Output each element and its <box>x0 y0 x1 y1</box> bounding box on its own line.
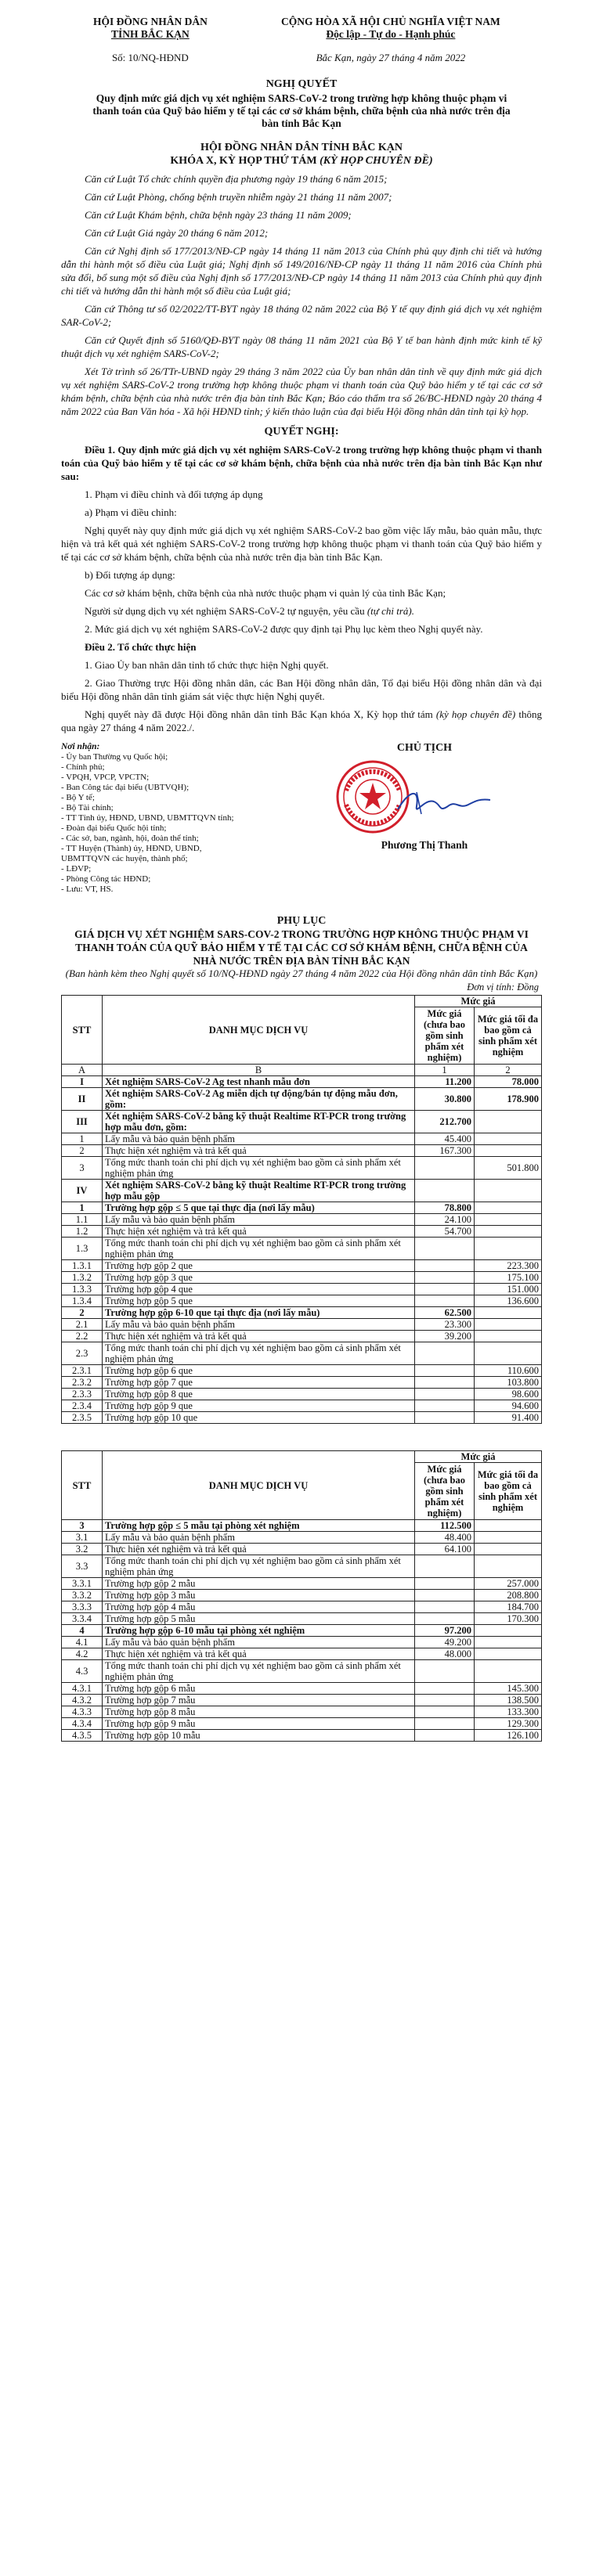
article-2-title: Điều 2. Tổ chức thực hiện <box>85 641 197 653</box>
subjects-text-note: (tự chi trả). <box>366 605 414 617</box>
cell-item: Trường hợp gộp 9 mẫu <box>103 1718 415 1730</box>
doc-number: Số: 10/NQ-HĐND <box>111 52 189 63</box>
council-session-note: (KỲ HỌP CHUYÊN ĐỀ) <box>320 155 433 167</box>
col-header-price-excl: Mức giá (chưa bao gồm sinh phẩm xét nghiệm) <box>415 1007 475 1065</box>
appendix-note: (Ban hành kèm theo Nghị quyết số 10/NQ-HĐND ngày 27 tháng 4 năm 2022 của Hội đồng nhân dân tỉnh Bắc Kạn) <box>65 967 538 979</box>
col-header-stt-2: STT <box>62 1451 103 1520</box>
table-row <box>62 1111 542 1133</box>
basis-item: Căn cứ Nghị định số 177/2013/NĐ-CP ngày 14 tháng 11 năm 2013 của Chính phủ quy định chi tiết và hướng dẫn thi hành một số điều của Luật giá; Nghị định số 149/2016/NĐ-CP ngày 11 tháng 11 năm 2016 của Chính phủ sửa đổi, bổ sung một số điều của Nghị định số 177/2013/NĐ-CP ngày 14 tháng 11 năm 2013 của Chính phủ quy định chi tiết và hướng dẫn thi hành một số điều của Luật giá; <box>61 245 542 297</box>
article-2-item-2: 2. Giao Thường trực Hội đồng nhân dân, các Ban Hội đồng nhân dân, Tổ đại biểu Hội đồng nhân dân và đại biểu Hội đồng nhân dân tỉnh giám sát việc thực hiện Nghị quyết. <box>61 677 542 702</box>
cell-item: Lấy mẫu và bảo quản bệnh phẩm <box>103 1214 415 1226</box>
signature-block <box>61 742 542 895</box>
resolve-heading: QUYẾT NGHỊ: <box>264 426 339 438</box>
cell-price-max <box>475 1214 542 1226</box>
cell-price-max <box>475 1111 542 1133</box>
recipient-item: - Phòng Công tác HĐND; <box>61 874 151 884</box>
cell-price-excl: 64.100 <box>415 1544 475 1555</box>
signer <box>307 742 542 895</box>
basis-item: Căn cứ Luật Khám bệnh, chữa bệnh ngày 23 tháng 11 năm 2009; <box>85 209 352 221</box>
issuing-authority <box>61 16 240 41</box>
national-motto: Độc lập - Tự do - Hạnh phúc <box>326 28 456 40</box>
cell-price-max: 103.800 <box>475 1377 542 1389</box>
table-row <box>62 1660 542 1683</box>
price-table-2 <box>61 1450 542 1742</box>
cell-stt: IV <box>62 1180 103 1202</box>
cell-stt: 3.1 <box>62 1532 103 1544</box>
cell-item: Trường hợp gộp 10 mẫu <box>103 1730 415 1742</box>
cell-item: Trường hợp gộp 7 que <box>103 1377 415 1389</box>
cell-price-max: 138.500 <box>475 1695 542 1706</box>
cell-item: Trường hợp gộp 2 mẫu <box>103 1578 415 1590</box>
cell-price-excl <box>415 1613 475 1625</box>
table-row <box>62 1133 542 1145</box>
cell-stt: 3.3.3 <box>62 1601 103 1613</box>
cell-price-excl <box>415 1180 475 1202</box>
cell-price-excl: 78.800 <box>415 1202 475 1214</box>
cell-price-excl <box>415 1718 475 1730</box>
recipient-item: - Chính phủ; <box>61 762 105 772</box>
cell-price-max <box>475 1637 542 1648</box>
col-header-price: Mức giá <box>415 996 542 1007</box>
cell-item: Xét nghiệm SARS-CoV-2 Ag miễn dịch tự động/bán tự động mẫu đơn, gồm: <box>103 1088 415 1111</box>
council-line-1: HỘI ĐỒNG NHÂN DÂN TỈNH BẮC KẠN <box>200 142 403 153</box>
cell-price-excl <box>415 1365 475 1377</box>
cell-price-max: 98.600 <box>475 1389 542 1400</box>
recipients <box>61 742 280 895</box>
article-1-subjects-heading: b) Đối tượng áp dụng: <box>85 569 175 581</box>
cell-stt: 4.3.5 <box>62 1730 103 1742</box>
cell-stt: 1.3.4 <box>62 1295 103 1307</box>
cell-price-max <box>475 1648 542 1660</box>
table-row <box>62 1590 542 1601</box>
cell-price-excl <box>415 1272 475 1284</box>
table-row <box>62 1365 542 1377</box>
cell-price-excl <box>415 1730 475 1742</box>
table-row <box>62 1202 542 1214</box>
table-row <box>62 1157 542 1180</box>
cell-stt: 3.3.2 <box>62 1590 103 1601</box>
col-header-item-2: DANH MỤC DỊCH VỤ <box>103 1451 415 1520</box>
cell-item: Thực hiện xét nghiệm và trả kết quả <box>103 1145 415 1157</box>
cell-price-excl <box>415 1238 475 1260</box>
col-header-price-max-2: Mức giá tối đa bao gồm cả sinh phẩm xét nghiệm <box>475 1463 542 1520</box>
recipients-list <box>61 752 280 895</box>
cell-stt: 1.3.1 <box>62 1260 103 1272</box>
cell-stt: 3.3.4 <box>62 1613 103 1625</box>
cell-item: Trường hợp gộp 6 que <box>103 1365 415 1377</box>
cell-stt: 4.3.1 <box>62 1683 103 1695</box>
cell-item: Xét nghiệm SARS-CoV-2 bằng kỹ thuật Realtime RT-PCR trong trường hợp mẫu gộp <box>103 1180 415 1202</box>
cell-price-excl: 24.100 <box>415 1214 475 1226</box>
cell-price-excl <box>415 1342 475 1365</box>
appendix-subtitle: GIÁ DỊCH VỤ XÉT NGHIỆM SARS-COV-2 TRONG TRƯỜNG HỢP KHÔNG THUỘC PHẠM VI THANH TOÁN CỦA QUỸ BẢO HIỂM Y TẾ TẠI CÁC CƠ SỞ KHÁM BỆNH, CHỮA BỆNH CỦA NHÀ NƯỚC TRÊN ĐỊA BÀN TỈNH BẮC KẠN <box>74 928 529 967</box>
cell-item: Trường hợp gộp ≤ 5 mẫu tại phòng xét nghiệm <box>103 1520 415 1532</box>
cell-stt: 1 <box>62 1202 103 1214</box>
cell-stt: 1.1 <box>62 1214 103 1226</box>
cell-item: Trường hợp gộp 3 mẫu <box>103 1590 415 1601</box>
cell-stt: 2.1 <box>62 1319 103 1331</box>
cell-price-max: 126.100 <box>475 1730 542 1742</box>
key-b: B <box>103 1065 415 1076</box>
place-date: Bắc Kạn, ngày 27 tháng 4 năm 2022 <box>316 52 466 63</box>
col-header-item: DANH MỤC DỊCH VỤ <box>103 996 415 1065</box>
cell-stt: 4.2 <box>62 1648 103 1660</box>
cell-price-max: 136.600 <box>475 1295 542 1307</box>
table-row <box>62 1613 542 1625</box>
table-row <box>62 1307 542 1319</box>
cell-stt: 2.3.4 <box>62 1400 103 1412</box>
cell-price-excl: 54.700 <box>415 1226 475 1238</box>
cell-item: Trường hợp gộp 4 que <box>103 1284 415 1295</box>
closing-statement <box>61 708 542 734</box>
basis-item: Xét Tờ trình số 26/TTr-UBND ngày 29 tháng 3 năm 2022 của Ủy ban nhân dân tỉnh về quy định mức giá dịch vụ xét nghiệm SARS-CoV-2 trong trường hợp không thuộc phạm vi thanh toán của Quỹ bảo hiểm y tế tại các cơ sở khám bệnh, chữa bệnh của nhà nước trên địa bàn tỉnh Bắc Kạn; Báo cáo thẩm tra số 26/BC-HĐND ngày 20 tháng 4 năm 2022 của Ban Văn hóa - Xã hội HĐND tỉnh; ý kiến thảo luận của đại biểu Hội đồng nhân dân tỉnh tại kỳ họp. <box>61 366 542 417</box>
cell-price-max: 151.000 <box>475 1284 542 1295</box>
cell-stt: 2.2 <box>62 1331 103 1342</box>
org-line-2: TỈNH BẮC KẠN <box>111 28 190 40</box>
article-1-title: Điều 1. Quy định mức giá dịch vụ xét nghiệm SARS-CoV-2 trong trường hợp không thuộc phạm vi thanh toán của Quỹ bảo hiểm y tế tại các cơ sở khám bệnh, chữa bệnh của nhà nước trên địa bàn tỉnh Bắc Kạn như sau: <box>61 444 542 482</box>
cell-price-max <box>475 1307 542 1319</box>
cell-item: Thực hiện xét nghiệm và trả kết quả <box>103 1544 415 1555</box>
cell-price-excl: 23.300 <box>415 1319 475 1331</box>
table-row <box>62 1555 542 1578</box>
cell-stt: III <box>62 1111 103 1133</box>
table-row <box>62 1544 542 1555</box>
col-header-stt: STT <box>62 996 103 1065</box>
cell-price-excl <box>415 1412 475 1424</box>
cell-price-max: 257.000 <box>475 1578 542 1590</box>
cell-price-max: 175.100 <box>475 1272 542 1284</box>
cell-item: Trường hợp gộp 3 que <box>103 1272 415 1284</box>
cell-price-max <box>475 1226 542 1238</box>
table-row <box>62 1319 542 1331</box>
table-row <box>62 1331 542 1342</box>
table-row <box>62 1695 542 1706</box>
cell-item: Xét nghiệm SARS-CoV-2 bằng kỹ thuật Realtime RT-PCR trong trường hợp mẫu đơn, gồm: <box>103 1111 415 1133</box>
recipient-item: - Ban Công tác đại biểu (UBTVQH); <box>61 783 190 792</box>
article-1-subjects-text-1: Các cơ sở khám bệnh, chữa bệnh của nhà nước thuộc phạm vi quản lý của tỉnh Bắc Kạn; <box>85 587 446 599</box>
table-row <box>62 1260 542 1272</box>
appendix-title: PHỤ LỤC <box>276 915 327 927</box>
cell-stt: 4.3.3 <box>62 1706 103 1718</box>
table-row <box>62 1730 542 1742</box>
table-row <box>62 1180 542 1202</box>
handwritten-signature-icon <box>393 783 495 822</box>
document-header <box>61 16 542 41</box>
col-header-price-excl-2: Mức giá (chưa bao gồm sinh phẩm xét nghiệm) <box>415 1463 475 1520</box>
cell-stt: 3.3 <box>62 1555 103 1578</box>
cell-item: Trường hợp gộp 9 que <box>103 1400 415 1412</box>
resolution-body <box>61 443 542 734</box>
cell-price-excl <box>415 1377 475 1389</box>
table-row <box>62 1706 542 1718</box>
cell-price-excl <box>415 1400 475 1412</box>
cell-price-excl <box>415 1695 475 1706</box>
cell-stt: 2.3.3 <box>62 1389 103 1400</box>
subjects-text: Người sử dụng dịch vụ xét nghiệm SARS-CoV-2 tự nguyện, yêu cầu <box>85 605 365 617</box>
cell-item: Trường hợp gộp 7 mẫu <box>103 1695 415 1706</box>
cell-stt: II <box>62 1088 103 1111</box>
cell-price-excl: 62.500 <box>415 1307 475 1319</box>
seal-signature-area <box>307 755 542 833</box>
cell-price-max: 129.300 <box>475 1718 542 1730</box>
cell-price-max <box>475 1319 542 1331</box>
cell-item: Trường hợp gộp 5 que <box>103 1295 415 1307</box>
cell-stt: 2.3.1 <box>62 1365 103 1377</box>
cell-price-max <box>475 1532 542 1544</box>
cell-item: Thực hiện xét nghiệm và trả kết quả <box>103 1226 415 1238</box>
cell-stt: 2 <box>62 1307 103 1319</box>
table-row <box>62 1377 542 1389</box>
cell-stt: 1 <box>62 1133 103 1145</box>
signer-name: Phương Thị Thanh <box>381 839 468 851</box>
cell-price-excl <box>415 1157 475 1180</box>
cell-stt: 1.3.2 <box>62 1272 103 1284</box>
cell-item: Thực hiện xét nghiệm và trả kết quả <box>103 1331 415 1342</box>
cell-price-max: 133.300 <box>475 1706 542 1718</box>
cell-item: Lấy mẫu và bảo quản bệnh phẩm <box>103 1637 415 1648</box>
legal-basis <box>61 172 542 418</box>
org-line-1: HỘI ĐỒNG NHÂN DÂN <box>92 16 208 27</box>
cell-price-excl <box>415 1706 475 1718</box>
cell-price-excl: 39.200 <box>415 1331 475 1342</box>
cell-price-excl <box>415 1601 475 1613</box>
cell-stt: 2 <box>62 1145 103 1157</box>
cell-price-max: 170.300 <box>475 1613 542 1625</box>
table-row <box>62 1718 542 1730</box>
col-header-price-max: Mức giá tối đa bao gồm cả sinh phẩm xét nghiệm <box>475 1007 542 1065</box>
cell-price-excl: 11.200 <box>415 1076 475 1088</box>
unit-label: Đơn vị tính: Đồng <box>467 982 539 993</box>
cell-stt: 2.3 <box>62 1342 103 1365</box>
cell-stt: 3.2 <box>62 1544 103 1555</box>
recipient-item: - Lưu: VT, HS. <box>61 884 114 894</box>
recipient-item: - LĐVP; <box>61 864 92 874</box>
table-row <box>62 1226 542 1238</box>
cell-price-max <box>475 1520 542 1532</box>
cell-price-excl <box>415 1284 475 1295</box>
cell-stt: 3 <box>62 1157 103 1180</box>
cell-item: Trường hợp gộp 6-10 que tại thực địa (nơi lấy mẫu) <box>103 1307 415 1319</box>
council-session: KHÓA X, KỲ HỌP THỨ TÁM <box>170 155 317 167</box>
cell-price-excl: 97.200 <box>415 1625 475 1637</box>
cell-price-excl: 167.300 <box>415 1145 475 1157</box>
cell-item: Xét nghiệm SARS-CoV-2 Ag test nhanh mẫu đơn <box>103 1076 415 1088</box>
cell-stt: 2.3.2 <box>62 1377 103 1389</box>
nation-name: CỘNG HÒA XÃ HỘI CHỦ NGHĨA VIỆT NAM <box>281 16 500 27</box>
table-row <box>62 1578 542 1590</box>
table-row <box>62 1214 542 1226</box>
basis-item: Căn cứ Luật Tổ chức chính quyền địa phương ngày 19 tháng 6 năm 2015; <box>85 173 388 185</box>
cell-price-max: 223.300 <box>475 1260 542 1272</box>
cell-price-excl <box>415 1555 475 1578</box>
cell-stt: 2.3.5 <box>62 1412 103 1424</box>
cell-item: Lấy mẫu và bảo quản bệnh phẩm <box>103 1319 415 1331</box>
cell-price-excl <box>415 1578 475 1590</box>
cell-item: Tổng mức thanh toán chi phí dịch vụ xét nghiệm bao gồm cả sinh phẩm xét nghiệm phản ứng <box>103 1555 415 1578</box>
cell-price-max <box>475 1660 542 1683</box>
cell-stt: 1.3 <box>62 1238 103 1260</box>
cell-item: Tổng mức thanh toán chi phí dịch vụ xét nghiệm bao gồm cả sinh phẩm xét nghiệm phản ứng <box>103 1238 415 1260</box>
table-row <box>62 1601 542 1613</box>
recipient-item: - Bộ Tài chính; <box>61 803 114 812</box>
cell-item: Thực hiện xét nghiệm và trả kết quả <box>103 1648 415 1660</box>
table-row <box>62 1520 542 1532</box>
cell-price-excl: 212.700 <box>415 1111 475 1133</box>
cell-item: Trường hợp gộp 6 mẫu <box>103 1683 415 1695</box>
cell-price-max: 91.400 <box>475 1412 542 1424</box>
cell-item: Trường hợp gộp 2 que <box>103 1260 415 1272</box>
table-row <box>62 1389 542 1400</box>
cell-price-max <box>475 1544 542 1555</box>
table-row <box>62 1238 542 1260</box>
key-2: 2 <box>475 1065 542 1076</box>
cell-price-excl: 30.800 <box>415 1088 475 1111</box>
recipient-item: - Các sở, ban, ngành, hội, đoàn thể tỉnh; <box>61 834 199 843</box>
basis-item: Căn cứ Thông tư số 02/2022/TT-BYT ngày 18 tháng 02 năm 2022 của Bộ Y tế quy định giá dịch vụ xét nghiệm SAR-CoV-2; <box>61 303 542 328</box>
article-1-scope-heading: a) Phạm vi điều chỉnh: <box>85 506 177 518</box>
cell-item: Trường hợp gộp 10 que <box>103 1412 415 1424</box>
recipient-item: - Ủy ban Thường vụ Quốc hội; <box>61 752 168 762</box>
cell-price-max <box>475 1331 542 1342</box>
recipient-item: - TT Tỉnh ủy, HĐND, UBND, UBMTTQVN tỉnh; <box>61 813 234 823</box>
cell-stt: 1.3.3 <box>62 1284 103 1295</box>
recipient-item: - VPQH, VPCP, VPCTN; <box>61 773 150 782</box>
cell-item: Tổng mức thanh toán chi phí dịch vụ xét nghiệm bao gồm cả sinh phẩm xét nghiệm phản ứng <box>103 1342 415 1365</box>
cell-price-max <box>475 1145 542 1157</box>
basis-item: Căn cứ Luật Giá ngày 20 tháng 6 năm 2012; <box>85 227 269 239</box>
key-a: A <box>62 1065 103 1076</box>
cell-price-max: 208.800 <box>475 1590 542 1601</box>
table-row <box>62 1076 542 1088</box>
cell-price-max <box>475 1625 542 1637</box>
cell-price-max: 94.600 <box>475 1400 542 1412</box>
table-row <box>62 1400 542 1412</box>
basis-item: Căn cứ Luật Phòng, chống bệnh truyền nhiễm ngày 21 tháng 11 năm 2007; <box>85 191 392 203</box>
recipient-item: - Bộ Y tế; <box>61 793 95 802</box>
article-1-item-1: 1. Phạm vi điều chỉnh và đối tượng áp dụng <box>85 488 263 500</box>
cell-item: Tổng mức thanh toán chi phí dịch vụ xét nghiệm bao gồm cả sinh phẩm xét nghiệm phản ứng <box>103 1660 415 1683</box>
cell-price-max <box>475 1202 542 1214</box>
cell-item: Trường hợp gộp 5 mẫu <box>103 1613 415 1625</box>
cell-price-excl <box>415 1260 475 1272</box>
cell-price-max: 110.600 <box>475 1365 542 1377</box>
cell-stt: 4.1 <box>62 1637 103 1648</box>
cell-price-excl <box>415 1590 475 1601</box>
recipient-item: UBMTTQVN các huyện, thành phố; <box>61 854 188 863</box>
table-row <box>62 1088 542 1111</box>
doc-meta-row <box>61 52 542 64</box>
cell-price-excl: 48.400 <box>415 1532 475 1544</box>
cell-stt: 3 <box>62 1520 103 1532</box>
closing-text-2: thông qua ngày 27 tháng 4 năm 2022./. <box>61 708 543 733</box>
col-header-price-2: Mức giá <box>415 1451 542 1463</box>
document-title: NGHỊ QUYẾT <box>265 78 338 90</box>
cell-item: Tổng mức thanh toán chi phí dịch vụ xét nghiệm bao gồm cả sinh phẩm xét nghiệm phản ứng <box>103 1157 415 1180</box>
article-1-scope-text: Nghị quyết này quy định mức giá dịch vụ xét nghiệm SARS-CoV-2 bao gồm việc lấy mẫu, bảo quản mẫu, thực hiện và trả kết quả xét nghiệm SARS-CoV-2 trong trường hợp không thuộc phạm vi thanh toán của Quỹ bảo hiểm y tế tại các cơ sở khám bệnh, chữa bệnh của nhà nước trên địa bàn tỉnh Bắc Kạn. <box>61 524 542 563</box>
article-1-item-2: 2. Mức giá dịch vụ xét nghiệm SARS-CoV-2 được quy định tại Phụ lục kèm theo Nghị quyết này. <box>85 623 483 635</box>
cell-price-max: 145.300 <box>475 1683 542 1695</box>
cell-price-excl: 112.500 <box>415 1520 475 1532</box>
cell-stt: 4.3.2 <box>62 1695 103 1706</box>
document-subtitle: Quy định mức giá dịch vụ xét nghiệm SARS-CoV-2 trong trường hợp không thuộc phạm vi thanh toán của Quỹ bảo hiểm y tế tại các cơ sở khám bệnh, chữa bệnh của nhà nước trên địa bàn tỉnh Bắc Kạn <box>92 92 511 129</box>
cell-stt: 1.2 <box>62 1226 103 1238</box>
table-row <box>62 1272 542 1284</box>
table-row <box>62 1412 542 1424</box>
recipient-item: - TT Huyện (Thành) ủy, HĐND, UBND, <box>61 844 202 853</box>
cell-price-max: 184.700 <box>475 1601 542 1613</box>
cell-price-excl <box>415 1683 475 1695</box>
cell-price-excl <box>415 1389 475 1400</box>
cell-price-max: 501.800 <box>475 1157 542 1180</box>
table-row <box>62 1295 542 1307</box>
cell-price-max <box>475 1133 542 1145</box>
cell-item: Trường hợp gộp ≤ 5 que tại thực địa (nơi lấy mẫu) <box>103 1202 415 1214</box>
cell-price-excl: 49.200 <box>415 1637 475 1648</box>
table-row <box>62 1637 542 1648</box>
cell-stt: 4.3.4 <box>62 1718 103 1730</box>
national-heading <box>240 16 542 41</box>
article-2-item-1: 1. Giao Ủy ban nhân dân tỉnh tổ chức thực hiện Nghị quyết. <box>85 659 329 671</box>
table-row <box>62 1284 542 1295</box>
table-row <box>62 1648 542 1660</box>
cell-price-excl <box>415 1660 475 1683</box>
cell-item: Trường hợp gộp 8 que <box>103 1389 415 1400</box>
table-row <box>62 1532 542 1544</box>
cell-price-max: 78.000 <box>475 1076 542 1088</box>
recipients-title: Nơi nhận: <box>61 742 100 751</box>
cell-price-excl: 48.000 <box>415 1648 475 1660</box>
cell-stt: I <box>62 1076 103 1088</box>
cell-item: Lấy mẫu và bảo quản bệnh phẩm <box>103 1532 415 1544</box>
cell-stt: 3.3.1 <box>62 1578 103 1590</box>
cell-price-max <box>475 1555 542 1578</box>
cell-price-max: 178.900 <box>475 1088 542 1111</box>
cell-price-max <box>475 1180 542 1202</box>
table-row <box>62 1683 542 1695</box>
cell-item: Lấy mẫu và bảo quản bệnh phẩm <box>103 1133 415 1145</box>
council-heading <box>61 141 542 168</box>
key-1: 1 <box>415 1065 475 1076</box>
cell-stt: 4.3 <box>62 1660 103 1683</box>
recipient-item: - Đoàn đại biểu Quốc hội tỉnh; <box>61 823 167 833</box>
cell-price-max <box>475 1238 542 1260</box>
article-1-subjects-text-2 <box>61 604 542 618</box>
table-row <box>62 1342 542 1365</box>
closing-text-1: Nghị quyết này đã được Hội đồng nhân dân tỉnh Bắc Kạn khóa X, Kỳ họp thứ tám <box>85 708 433 720</box>
table-row <box>62 1625 542 1637</box>
cell-item: Trường hợp gộp 6-10 mẫu tại phòng xét nghiệm <box>103 1625 415 1637</box>
table-row <box>62 1145 542 1157</box>
cell-item: Trường hợp gộp 8 mẫu <box>103 1706 415 1718</box>
cell-price-excl <box>415 1295 475 1307</box>
price-table-1 <box>61 995 542 1424</box>
basis-item: Căn cứ Quyết định số 5160/QĐ-BYT ngày 08 tháng 11 năm 2021 của Bộ Y tế ban hành định mức kinh tế kỹ thuật dịch vụ xét nghiệm SARS-CoV-2; <box>61 334 542 359</box>
signer-role: CHỦ TỊCH <box>396 742 453 754</box>
cell-stt: 4 <box>62 1625 103 1637</box>
cell-price-max <box>475 1342 542 1365</box>
council-line-2 <box>61 154 542 168</box>
cell-item: Trường hợp gộp 4 mẫu <box>103 1601 415 1613</box>
cell-price-excl: 45.400 <box>415 1133 475 1145</box>
closing-text-note: (kỳ họp chuyên đề) <box>435 708 516 720</box>
